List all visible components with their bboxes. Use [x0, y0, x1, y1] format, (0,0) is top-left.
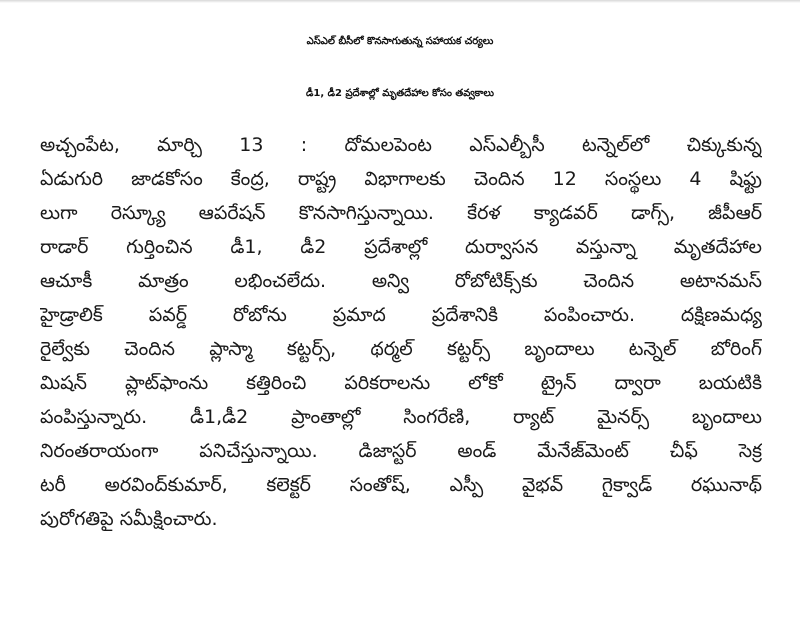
- article-line: అచ్చంపేట, మార్చి 13 : దోమలపెంట ఎస్ఎల్బీసీ టన్నెల్‌లో చిక్కుకున్న: [40, 134, 762, 156]
- article-line: లుగా రెస్క్యూ ఆపరేషన్ కొనసాగిస్తున్నాయి. కేరళ క్యాడవర్ డాగ్స్, జీపీఆర్: [40, 202, 762, 224]
- article-line: నిరంతరాయంగా పనిచేస్తున్నాయి. డిజాస్టర్ అండ్ మేనేజ్‌మెంట్ చీఫ్ సెక్ర: [40, 440, 762, 462]
- headline: ఎస్ఎల్ బీసీలో కొనసాగుతున్న సహాయక చర్యలు: [306, 36, 494, 47]
- article-line: టరీ అరవింద్‌కుమార్, కలెక్టర్ సంతోష్, ఎస్పీ వైభవ్ గైక్వాడ్ రఘునాథ్: [40, 474, 762, 496]
- article-line: పురోగతిపై సమీక్షించారు.: [40, 508, 218, 530]
- scan-edge: [0, 0, 800, 3]
- article-line: హైడ్రాలిక్ పవర్డ్ రోబోను ప్రమాద ప్రదేశానికి పంపించారు. దక్షిణమధ్య: [40, 304, 762, 326]
- article-line: మిషన్ ప్లాట్‌ఫాంను కత్తిరించి పరికరాలను లోకో ట్రైన్ ద్వారా బయటికి: [40, 372, 762, 394]
- article-line: రాడార్ గుర్తించిన డీ1, డీ2 ప్రదేశాల్లో దుర్వాసన వస్తున్నా మృతదేహాల: [40, 236, 762, 258]
- subheadline: డీ1, డీ2 ప్రదేశాల్లో మృతదేహాల కోసం తవ్వకాలు: [305, 88, 495, 99]
- article-line: పంపిస్తున్నారు. డీ1,డీ2 ప్రాంతాల్లో సింగరేణి, ర్యాట్ మైనర్స్ బృందాలు: [40, 406, 762, 428]
- article-line: రైల్వేకు చెందిన ప్లాస్మా కట్టర్స్, థర్మల్ కట్టర్స్ బృందాలు టన్నెల్ బోరింగ్: [40, 338, 762, 360]
- article-line: ఏడుగురి జాడకోసం కేంద్ర, రాష్ట్ర విభాగాలకు చెందిన 12 సంస్థలు 4 షిఫ్టు: [40, 168, 762, 190]
- article-line: ఆచూకీ మాత్రం లభించలేదు. అన్వి రోబోటిక్స్‌కు చెందిన అటానమస్: [40, 270, 762, 292]
- article-body: [40, 128, 762, 536]
